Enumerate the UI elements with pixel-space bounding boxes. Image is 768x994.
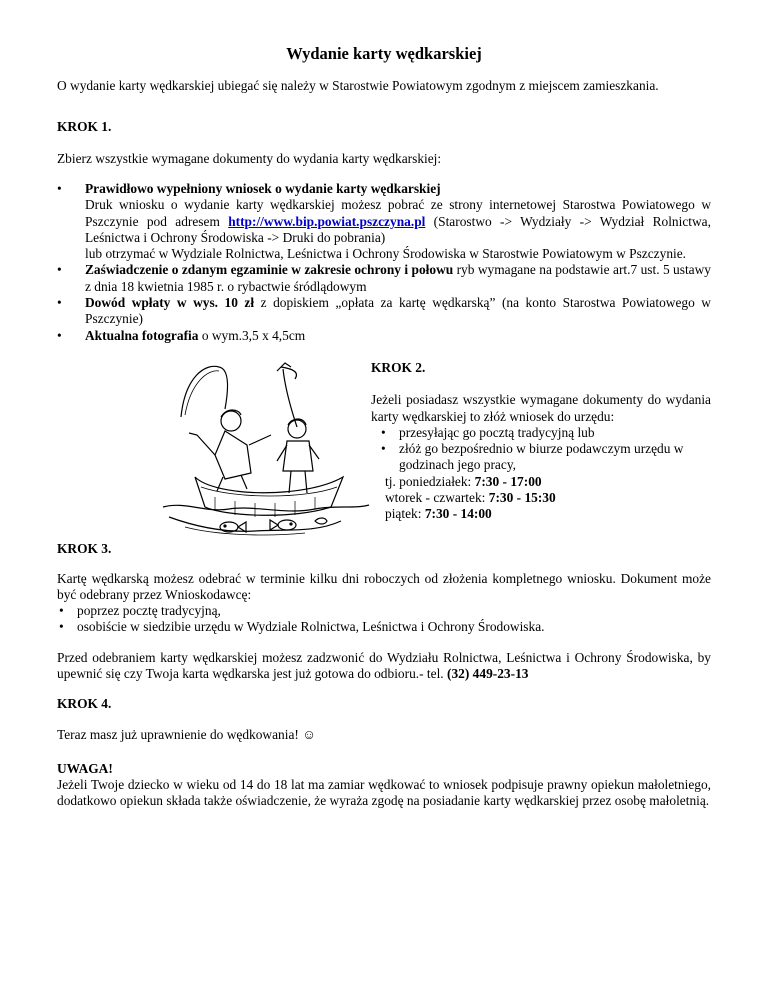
required-documents-list xyxy=(57,181,711,344)
phone-number: (32) 449-23-13 xyxy=(447,666,529,682)
list-item: • Dowód wpłaty w wys. 10 zł z dopiskiem „opłata za kartę wędkarską” (na konto Starostwa Powiatowego w Pszczynie) xyxy=(57,295,711,328)
office-hours: tj. poniedziałek: 7:30 - 17:00 wtorek - czwartek: 7:30 - 15:30 piątek: 7:30 - 14:00 xyxy=(385,473,556,522)
list-item: • przesyłając go pocztą tradycyjną lub xyxy=(371,425,711,441)
submission-methods-list xyxy=(371,425,711,474)
krok3-text: Kartę wędkarską możesz odebrać w terminie kilku dni roboczych od złożenia kompletnego wniosku. Dokument może być odebrany przez Wnioskodawcę: xyxy=(57,571,711,603)
fishermen-boat-illustration xyxy=(145,357,373,537)
uwaga-heading: UWAGA! xyxy=(57,761,113,776)
list-item: • Aktualna fotografia o wym.3,5 x 4,5cm xyxy=(57,328,711,344)
bip-link[interactable]: http://www.bip.powiat.pszczyna.pl xyxy=(228,213,426,229)
krok4-heading: KROK 4. xyxy=(57,696,112,711)
page-title: Wydanie karty wędkarskiej xyxy=(286,44,482,63)
krok1-lead: Zbierz wszystkie wymagane dokumenty do wydania karty wędkarskiej: xyxy=(57,151,442,166)
list-item: • poprzez pocztę tradycyjną, xyxy=(57,603,711,619)
intro-paragraph: O wydanie karty wędkarskiej ubiegać się należy w Starostwie Powiatowym zgodnym z miejscem zamieszkania. xyxy=(57,78,659,93)
krok4-text: Teraz masz już uprawnienie do wędkowania! ☺ xyxy=(57,727,316,742)
phone-paragraph: Przed odebraniem karty wędkarskiej możesz zadzwonić do Wydziału Rolnictwa, Leśnictwa i Ochrony Środowiska, by upewnić się czy Twoja karta wędkarska jest już gotowa do odbioru.- tel. (32) 449-23-13 xyxy=(57,650,711,682)
krok1-heading: KROK 1. xyxy=(57,119,112,134)
krok2-heading: KROK 2. xyxy=(371,360,426,375)
list-item: • Prawidłowo wypełniony wniosek o wydanie karty wędkarskiej Druk wniosku o wydanie karty wędkarskiej możesz pobrać ze strony internetowej Starostwa Powiatowego w Pszczynie pod adresem http://www.bip.powiat.pszczyna.pl (Starostwo -> Wydziały -> Wydział Rolnictwa, Leśnictwa i Ochrony Środowiska -> Druki do pobrania) lub otrzymać w Wydziale Rolnictwa, Leśnictwa i Ochrony Środowiska w Starostwie Powiatowym w Pszczynie. xyxy=(57,181,711,262)
list-item: • złóż go bezpośrednio w biurze podawczym urzędu w godzinach jego pracy, xyxy=(371,441,711,474)
list-item: • osobiście w siedzibie urzędu w Wydziale Rolnictwa, Leśnictwa i Ochrony Środowiska. xyxy=(57,619,711,635)
krok2-lead: Jeżeli posiadasz wszystkie wymagane dokumenty do wydania karty wędkarskiej to złóż wniosek do urzędu: xyxy=(371,392,711,424)
krok2-section xyxy=(371,360,711,523)
list-item: • Zaświadczenie o zdanym egzaminie w zakresie ochrony i połowu ryb wymagane na podstawie art.7 ust. 5 ustawy z dnia 18 kwietnia 1985 r. o rybactwie śródlądowym xyxy=(57,262,711,295)
krok3-heading: KROK 3. xyxy=(57,541,112,556)
smiley-icon: ☺ xyxy=(302,727,316,742)
uwaga-text: Jeżeli Twoje dziecko w wieku od 14 do 18 lat ma zamiar wędkować to wniosek podpisuje prawny opiekun małoletniego, dodatkowo opiekun składa także oświadczenie, że wyraża zgodę na posiadanie karty wędkarskiej przez osobę małoletnią. xyxy=(57,777,711,809)
pickup-methods-list xyxy=(57,603,711,636)
